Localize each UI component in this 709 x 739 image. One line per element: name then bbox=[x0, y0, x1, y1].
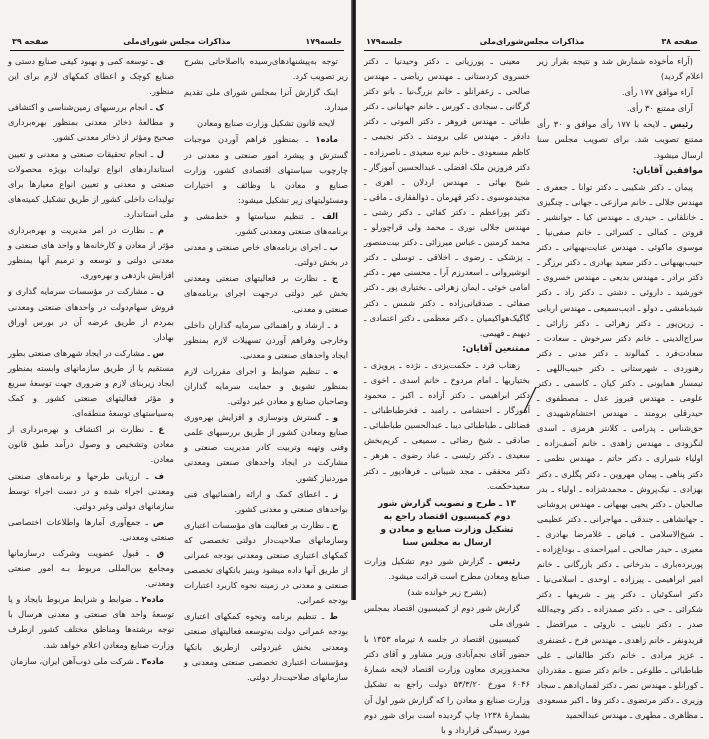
paragraph-text: ـ تنظیم ضوابط و اجرای مقررات لازم بمنظور تشویق و حمایت سرمایه گذاران وصاحبان صنایع و معادن غیر دولتی. bbox=[184, 365, 348, 407]
paragraph-text: ـ شرکت ملی ذوب‌آهن ایران، سازمان bbox=[10, 655, 142, 666]
paragraph bbox=[8, 223, 174, 283]
clause-label: ب bbox=[329, 242, 338, 253]
paragraph-text: ـ جمع‌آوری آمارها واطلاعات اختصاصی صنعتی ومعدنی. bbox=[8, 516, 174, 542]
clause-label: ح bbox=[332, 519, 338, 530]
paragraph-text: آرای ممتنع ۳۰ رأی. bbox=[626, 103, 693, 114]
paragraph-text: معینی ـ پورزیانی ـ دکتر وحیدنیا ـ دکتر خسروی کردستانی ـ مهندس ریاضی ـ مهندس صالحی ـ زعفرانلو ـ خانم بزرگ‌نیا ـ بانو دکتر گرگانی ـ سجادی ـ کورس ـ خانم جهانبانی ـ دکتر طبائی ـ مهندس فروهر ـ دکتر الموتی ـ دکتر دادفر ـ مهندس علی برومند ـ دکتر نجیمی ـ کاظم مسعودی ـ خانم نیره سعیدی ـ ناصرزاده ـ دکتر فروزین ملک افضلی ـ عبدالحسین آموزگار ـ شیخ بهائی ـ مهندس اردلان ـ اهری ـ مجیدموسوی ـ دکتر قهرمان ـ ذوالفقاری ـ ماقی ـ دکتر پوراعظم ـ دکتر کفائی ـ دکتر رشتی ـ مهندس جلالی نوری ـ محمد ولی قراچورلو ـ محمد کرمنین ـ عباس میرزائی ـ دکتر بیت‌منصور ـ پزشکی ـ رضوی ـ اخلاقی ـ توسلی ـ دکتر انوشیروانی ـ اسعدرزم آرا ـ محسنی مهر ـ دکتر امامی خوئی ـ ایمان زهرائی ـ بختیاری پور ـ دکتر صفائی ـ صدقیانی‌زاده ـ دکتر شمس ـ دکتر گاگیک‌هواکیمیان ـ دکتر معظمی ـ دکتر اعتمادی ـ دیهیم ـ فهیمی. bbox=[364, 56, 530, 338]
paragraph-text: ـ انجام بررسیهای زمین‌شناسی و اکتشافی و مطالعهٔ ذخائر معدنی بمنظور بهره‌برداری صحیح ومؤثر از ذخائر معدنی کشور. bbox=[8, 102, 174, 143]
paragraph bbox=[184, 209, 348, 239]
page-39 bbox=[0, 0, 354, 682]
paragraph-text: ـ تنظیم سیاستها و خط‌مشی و برنامه‌های صنعتی ومعدنی کشور. bbox=[184, 210, 348, 237]
paragraph bbox=[8, 284, 174, 344]
paragraph bbox=[8, 546, 174, 591]
paragraph-text: ـ مشارکت در ایجاد شهرهای صنعتی بطور مستقیم یا از طریق سازمانهای وابسته بمنظور ایجاد زیربنای لازم و ضروری جهت توسعهٔ سریع و مؤثر فعالیتهای صنعتی کشور و کمک به‌سیاستهای توسعهٔ منطقه‌ای. bbox=[8, 347, 174, 419]
paragraph bbox=[184, 518, 348, 609]
clause-label: و bbox=[332, 412, 338, 423]
clause-label: ج bbox=[332, 273, 338, 284]
paragraph bbox=[8, 469, 174, 514]
text-column-left bbox=[8, 54, 174, 670]
paragraph bbox=[364, 585, 530, 600]
paragraph-text: ـ اعطای کمک و ارائه راهنمائیهای فنی بواحدهای صنعتی و معدنی کشور. bbox=[184, 488, 348, 514]
session-number: جلسه۱۷۹ bbox=[305, 37, 342, 46]
paragraph bbox=[364, 554, 530, 584]
paragraph-text: ـ نظارت بر فعالیت های مؤسسات اعتباری وسازمانهای صلاحیت‌دار دولتی تخصصی که کمکهای اعتباری صنعتی ومعدنی بودجه عمرانی از طریق آنها داده میشود وبنیز بانکهای تخصصی صنعتی و معدنی در زمینه نحوه کاربرد اعتبارات بودجه عمرانی. bbox=[184, 519, 348, 606]
paragraph-text: ـ نظارت در امر مدیریت و بهره‌برداری مؤثر از معادن و کارخانه‌ها و واحد های صنعتی و معدنی دولتی و توسعه و ترمیم آنها بمنظور افزایش بازدهی و بهره‌وری. bbox=[8, 225, 174, 281]
page-number: صفحه ۳۸ bbox=[661, 37, 698, 46]
clause-label: ماده۳ bbox=[141, 655, 164, 666]
paragraph bbox=[8, 654, 174, 669]
paragraph-text: ـ نظارت بر فعالیتهای صنعتی ومعدنی بخش غیر دولتی درجهت اجرای برنامه‌های صنعتی و معدنی. bbox=[184, 273, 348, 314]
paragraph-text: ـ قبول عضویت وشرکت درسازمانها ومجامع بین‌المللی مربوط بـه امور صنعتی ومعدنی. bbox=[8, 548, 174, 589]
paragraph bbox=[184, 410, 348, 485]
clause-label: ی bbox=[156, 56, 164, 66]
paragraph bbox=[537, 101, 703, 116]
paragraph bbox=[184, 364, 348, 409]
clause-label: ل bbox=[156, 148, 164, 159]
paragraph-text: ـ ارزیابی طرحها و برنامه‌های صنعتی ومعدنی اجراء شده و در دست اجراء توسط سازمانهای دولتی وغیر دولتی. bbox=[8, 470, 174, 511]
paragraph-text: ـ نظارت بر اکتشاف و بهره‌برداری از معادن وتشخیص و وصول درآمد طبق قانون معادن. bbox=[8, 424, 174, 465]
paragraph-text: کمیسیون اقتصاد در جلسه ۸ تیرماه ۱۳۵۳ با حضور آقای نجم‌آبادی وزیر مشاور و آقای دکتر محمدوزیری معاون وزارت اقتصاد لایحه شمارهٔ ۶۰۴۶ مورخ ۵۳/۳/۲۰ دولت راجع به تشکیل وزارت صنایع و معادن را که گزارش شور اول آن بشمارهٔ ۱۲۳۸ چاپ گردیده است برای شور دوم مورد رسیدگی قرارداد و با bbox=[364, 634, 531, 735]
clause-label: ص bbox=[152, 516, 164, 527]
paragraph bbox=[184, 609, 348, 684]
paragraph-text: موافقین آقایان: bbox=[632, 165, 703, 176]
page-38 bbox=[356, 0, 709, 735]
running-title: مذاکرات مجلس شورای‌ملی bbox=[123, 37, 231, 46]
paragraph-text: ـ لایحه با ۱۷۷ رأی موافق و ۳۰ رأی ممتنع تصویب شد. برای تصویب مجلس سنا ارسال میشود. bbox=[537, 119, 703, 160]
paragraph-text: ـ گسترش ونوسازی و افزایش بهره‌وری صنایع ومعادن کشور از طریق بررسیهای علمی وفنی وتهیه وتربیت کادر مدیریت صنعتی و مشارکت در ایجاد واحدهای صنعتی ومعدنی موردنیاز کشور. bbox=[184, 412, 348, 483]
paragraph bbox=[8, 54, 174, 99]
paragraph bbox=[8, 422, 174, 467]
paragraph-text: گزارش شور دوم از کمیسیون اقتصاد بمجلس شورای ملی bbox=[364, 603, 530, 629]
clause-label: ماده۱ bbox=[315, 134, 338, 145]
section-title bbox=[370, 498, 524, 550]
clause-label: الف bbox=[322, 210, 338, 221]
clause-label: رئیس bbox=[496, 555, 520, 566]
paragraph bbox=[8, 100, 174, 145]
paragraph bbox=[364, 601, 530, 631]
clause-label: ن bbox=[156, 286, 164, 297]
clause-label: ک bbox=[155, 102, 164, 113]
paragraph-text: زهتاب فرد ـ حکمت‌یزدی ـ نژده ـ پرویزی ـ بختیاریها ـ امام مردوخ ـ خانم اسدی ـ اخوی ـ دکتر ابراهیمی ـ دکتر آزاده ـ اکبر ـ محمود آموزگار ـ احتشامی ـ رامبد ـ فخرطباطبائی ـ فضائلی ـ طباطبائی دیبا ـ عبدالحسین طباطبائی ـ صادقی ـ شیخ رضائی ـ سمیعی ـ کریم‌بخش سعیدی ـ دکتر رئیسی ـ عباد رضوی ـ هرهر ـ دکتر محققی ـ مجد شیبانی ـ فرهادپور ـ دکتر سعیدحکمت. bbox=[364, 359, 530, 491]
clause-label: ه bbox=[333, 365, 338, 376]
clause-label: ز bbox=[333, 488, 338, 499]
paragraph bbox=[184, 54, 348, 84]
paragraph-text: (آراء مأخوذه شمارش شد و نتیجه بقرار زیر اعلام گردید) bbox=[537, 56, 703, 82]
running-title: مذاکرات مجلس‌شورای‌ملی bbox=[479, 37, 585, 46]
text-column-right bbox=[537, 54, 703, 724]
clause-label: ف bbox=[154, 470, 164, 481]
paragraph-text: ـ ضوابط و شرایط مربوط بایجاد و یا توسعهٔ واحد های صنعتی و معدنی هرسال با توجه برشته‌ها ومناطق مختلف کشور ازطرف وزارت صنایع ومعادن اعلام خواهد شد. bbox=[8, 594, 174, 650]
text-column-left bbox=[364, 54, 530, 739]
paragraph bbox=[8, 592, 174, 652]
page-header bbox=[364, 36, 700, 51]
paragraph-text: ـ ارشاد و راهنمائی سرمایه گذاران داخلی وخارجی وفراهم آوردن تسهیلات لازم بمنظور ایجاد واحدهای صنعتی و معدنی. bbox=[184, 319, 348, 360]
paragraph-text: آراء موافق ۱۷۷ رأی. bbox=[621, 87, 693, 98]
paragraph bbox=[364, 632, 530, 738]
paragraph-text: توجه به‌پیشنهادهای‌رسیده با‌اصلاحاتی ‌بشرح زیر تصویب کرد. bbox=[184, 56, 348, 82]
paragraph-text: ـ مشارکت در مؤسسات سرمایه گذاری و فروش سهام‌دولت در واحدهای صنعتی ومعدنی بمردم از طریق عرضه آن در بورس اوراق بهادار. bbox=[8, 286, 174, 342]
paragraph-text: ـ تنظیم برنامه ونحوه کمکهای اعتباری بودجه عمرانی دولت به‌توسعه فعالیتهای صنعتی ومعدنی بخش غیردولتی ازطریق بانکها ومؤسسات اعتباری تخصصی صنعتی ومعدنی و سازمانهای صلاحیت‌دار دولتی. bbox=[184, 611, 348, 682]
clause-label: ق bbox=[156, 548, 164, 558]
paragraph-text: ممتنعین آقایان: bbox=[462, 343, 530, 354]
paragraph-text: پیمان ـ دکتر شکیبی ـ دکتر توانا ـ جعفری ـ مهندس جلالی ـ خانم مرازعی ـ جهانی ـ چنگیزی ـ خانلقانی ـ حیدری ـ مهندس کیا ـ جوانشیر ـ فروتن ـ کمالی ـ کسرائی ـ خانم صفی‌نیا ـ موسوی ماکوئی ـ مهندس عنایت‌بهبهانی ـ دکتر حبیب‌بهبهانی ـ دکتر سعید بهادری ـ دکتر برزگر ـ دکتر برادر ـ مهندس بدیعی ـ مهندس خسروی ـ خورشید ـ داروئی ـ دشتی ـ دکتر راد ـ دکتر شیدبامشی ـ دولو ـ ادیب‌سمیعی ـ مهندس اربابی ـ زرین‌پور ـ دکتر زهرائی ـ دکتر زازائی ـ سراج‌الدینی ـ خانم دکتر سرخوش ـ سعادت ـ سعادت‌فرد ـ کمالوند ـ دکتر مدنی ـ دکتر رهنوردی ـ شهرستانی ـ دکتر حبیب‌اللهی ـ تیمسار همایونی ـ دکتر کیان ـ کاسمی ـ دکتر علومی ـ مهندس فیروز عدل ـ مصطفوی ـ حیدرقلی برومند ـ مهندس احتشام‌شهیدی ـ حق‌شناس ـ پدرامی ـ کلانتر هرمزی ـ اسدی لنگرودی ـ مهندس زاهدی ـ خانم آصف‌زاده ـ اولیاء شیرازی ـ دکتر حاتم ـ مهندس نظمی ـ دکتر پناهی ـ پیمان مهروین ـ دکتر پگلری ـ دکتر بهزادی ـ نیک‌پروش ـ محمدشزاده ـ اولیاء ـ بدر صالحیان ـ دکتر یحیی بهبهانی ـ مهندس پروشانی ـ جهانشاهی ـ جندقی ـ مهاجرانی ـ دکتر عظیمی ـ شیخ‌الاسلامی ـ فیاض ـ غلامرضا بهادری ـ معیری ـ حیدر صالحی ـ امیراحمدی ـ بوداغ‌زاده ـ پوربرده‌باری ـ بدرخانی ـ دکتر بازرگانی ـ خانم امیر ابراهیمی ـ پیرزاده ـ اوحدی ـ اسلامی‌نیا ـ دکتر اسکوئیان ـ دکتر پیر ـ شریفها ـ دکتر شکرائی ـ حی ـ دکتر صمدزاده ـ دکتر وجیه‌الله صدر ـ دکتر نابینی ـ ناروئی ـ میرافضل ـ فریدونفر ـ خانم زاهدی ـ مهندس فرخ ـ غضنفری ـ عزیز مرادی ـ خانم دکتر طالقانی ـ علی طباطبائی ـ طلوعی ـ خانم دکتر صنیع ـ مقدرذان ـ کورانلو ـ مهندس نصر ـ دکتر لقمان‌ادهم ـ سجاد وزیری ـ دکتر مرتضوی ـ دکتر وفا ـ اکبر مسعودی ـ مظاهری ـ مطهری ـ مهندس عبدالحمید bbox=[537, 181, 703, 721]
paragraph-text: ـ بمنظور فراهم آوردن موجبات گسترش و پیشرد امور صنعتی و معدنی در چارچوب سیاستهای اقتصادی کشور، وزارت صنایع و معادن با وظائف و اختیارات ومسئولیتهای زیر تشکیل میشود: bbox=[184, 134, 348, 205]
paragraph bbox=[364, 358, 530, 494]
paragraph bbox=[184, 271, 348, 316]
clause-label: م bbox=[157, 225, 164, 236]
paragraph bbox=[184, 240, 348, 270]
paragraph bbox=[364, 54, 530, 341]
clause-label: ماده۲ bbox=[141, 594, 164, 605]
page-header bbox=[10, 36, 344, 51]
pen-mark bbox=[520, 385, 540, 415]
paragraph bbox=[8, 346, 174, 421]
paragraph bbox=[537, 54, 703, 84]
paragraph bbox=[8, 515, 174, 545]
clause-label: د bbox=[333, 319, 338, 330]
paragraph bbox=[184, 85, 348, 115]
clause-label: س bbox=[152, 347, 164, 358]
clause-label: رئیس bbox=[669, 119, 693, 130]
paragraph bbox=[537, 117, 703, 162]
list-heading bbox=[364, 342, 530, 357]
paragraph-text: (بشرح زیر خوانده شد) bbox=[407, 586, 487, 597]
paragraph-text: لایحه قانون تشکیل وزارت صنایع ومعادن bbox=[196, 118, 335, 129]
page-number: صفحه ۳۹ bbox=[12, 37, 49, 46]
text-column-right bbox=[184, 54, 348, 686]
paragraph bbox=[184, 116, 348, 131]
clause-label: ع bbox=[158, 424, 164, 435]
paragraph-text: ـ گزارش شور دوم تشکیل وزارت صنایع ومعادن مطرح است قرائت میشود. bbox=[364, 555, 530, 581]
paragraph-text: ـ انجام تحقیقات صنعتی و معدنی و تعیین استانداردهای انواع تولیدات بویژه محصولات صنعتی و معدنی و تعیین انواع معیارها برای تولیدات داخلی کشور از طریق تشکیل کمیته‌های ملی استاندارد. bbox=[8, 148, 174, 219]
paragraph-text: ـ توسعه کمی و بهبود کیفی صنایع دستی و صنایع کوچک و اعطای کمکهای لازم برای این منظور. bbox=[8, 56, 174, 97]
session-number: جلسه۱۷۹ bbox=[366, 37, 403, 46]
paragraph bbox=[184, 132, 348, 207]
list-heading bbox=[537, 164, 703, 179]
paragraph-text: ـ اجرای برنامه‌های خاص صنعتی و معدنی در بخش دولتی. bbox=[184, 242, 348, 268]
paragraph bbox=[184, 318, 348, 363]
paragraph bbox=[537, 180, 703, 723]
paragraph bbox=[8, 147, 174, 222]
paragraph-text: اینک گزارش آنرا بمجلس شورای ملی تقدیم میدارد. bbox=[184, 87, 348, 113]
clause-label: ط bbox=[329, 611, 338, 622]
paragraph-text: ۱۳ ـ طرح و تصویب گزارش شور دوم کمیسیون اقتصاد راجع به تشکیل وزارت صنایع و معادن و ارسال به مجلس سنا bbox=[378, 498, 516, 548]
paragraph bbox=[184, 487, 348, 517]
paragraph bbox=[537, 85, 703, 100]
